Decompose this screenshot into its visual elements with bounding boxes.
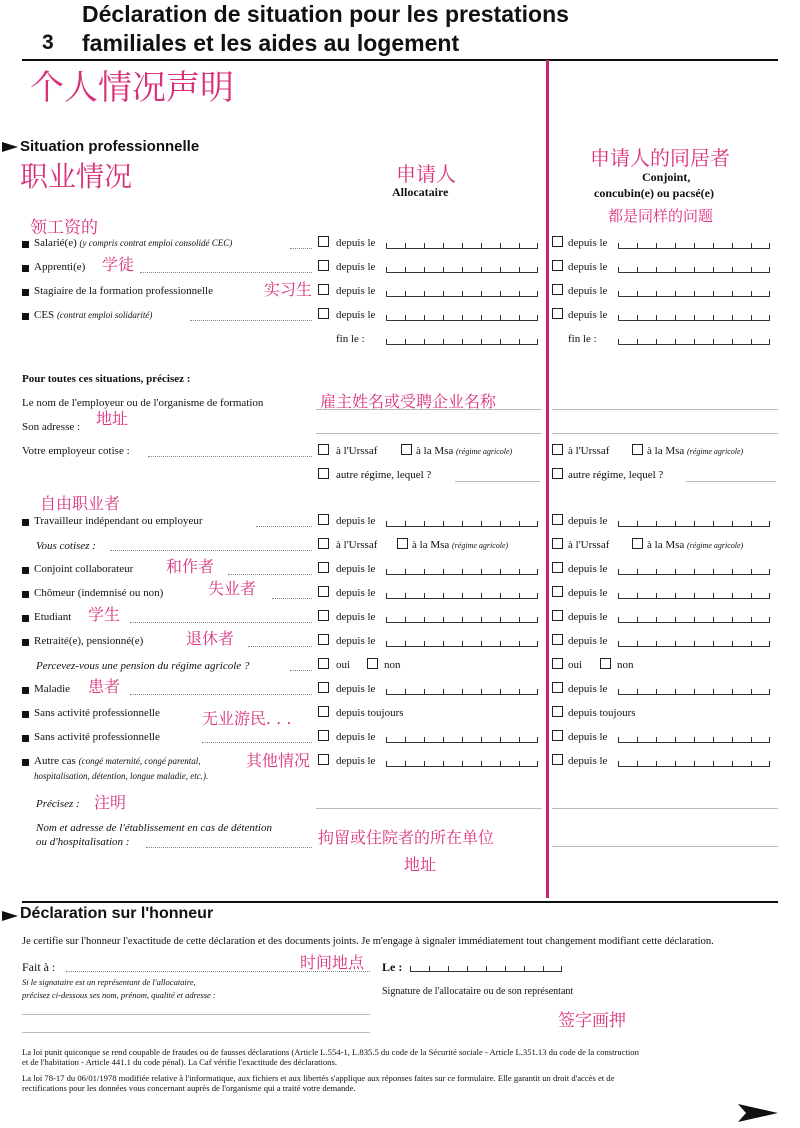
depuis-le-label: depuis le: [568, 755, 608, 767]
ces-conjoint-checkbox[interactable]: [552, 308, 563, 319]
travailleur-allocataire-checkbox[interactable]: [318, 514, 329, 525]
sans-activite-conjoint-date-field[interactable]: [618, 732, 770, 743]
apprenti-allocataire-checkbox[interactable]: [318, 260, 329, 271]
travailleur-label: Travailleur indépendant ou employeur: [34, 515, 203, 527]
next-page-arrow-icon[interactable]: [738, 1104, 778, 1122]
bullet: [22, 639, 29, 646]
msa-note: (régime agricole): [687, 447, 744, 456]
depuis-le-label: depuis le: [568, 515, 608, 527]
address-conjoint-field[interactable]: [552, 433, 778, 434]
stagiaire-conjoint-checkbox[interactable]: [552, 284, 563, 295]
chomeur-zh: 失业者: [208, 579, 257, 598]
travailleur-conjoint-date-field[interactable]: [618, 516, 770, 527]
employer-name-conjoint-field[interactable]: [552, 409, 778, 410]
bullet: [22, 289, 29, 296]
autre-regime-label: autre régime, lequel ?: [568, 469, 664, 481]
non-label: non: [384, 659, 401, 671]
apprenti-conjoint-date-field[interactable]: [618, 262, 770, 273]
group2-note-zh: 自由职业者: [40, 494, 121, 513]
vous-cotisez-urssaf-allocataire-checkbox[interactable]: [318, 538, 329, 549]
chomeur-conjoint-date-field[interactable]: [618, 588, 770, 599]
chomeur-allocataire-checkbox[interactable]: [318, 586, 329, 597]
signature-label: Signature de l'allocataire ou de son représentant: [382, 986, 574, 997]
bullet: [22, 759, 29, 766]
precisez-label: Précisez :: [36, 798, 80, 810]
salarie-conjoint-date-field[interactable]: [618, 238, 770, 249]
depuis-le-label: depuis le: [336, 635, 376, 647]
group1-note-zh: 领工资的: [30, 218, 98, 238]
bullet: [22, 615, 29, 622]
cotise-urssaf-conjoint-checkbox[interactable]: [552, 444, 563, 455]
depuis-le-label: depuis le: [568, 587, 608, 599]
autre-cas-text: Autre cas: [34, 755, 76, 767]
col-allocataire-zh: 申请人: [396, 162, 456, 186]
depuis-le-label: depuis le: [336, 731, 376, 743]
legal-p2-line1: La loi 78-17 du 06/01/1978 modifiée relative à l'informatique, aux fichiers et aux libertés s'applique aux réponses faites sur ce formulaire. Elle garantit un droit d'accès et de: [22, 1073, 615, 1083]
depuis-le-label: depuis le: [568, 635, 608, 647]
msa-label: [416, 445, 512, 457]
depuis-le-label: depuis le: [336, 683, 376, 695]
sans-activite-conjoint-checkbox[interactable]: [552, 730, 563, 741]
depuis-le-label: depuis le: [336, 237, 376, 249]
cotise-msa-conjoint-checkbox[interactable]: [632, 444, 643, 455]
salarie-note: (y compris contrat emploi consolidé CEC): [79, 238, 233, 248]
section-arrow-icon: [2, 142, 18, 152]
stagiaire-allocataire-date-field[interactable]: [386, 286, 538, 297]
depuis-le-label: depuis le: [336, 309, 376, 321]
depuis-le-label: depuis le: [568, 285, 608, 297]
vous-cotisez-label: Vous cotisez :: [36, 540, 96, 552]
dotted-leader: [290, 248, 312, 249]
salarie-text: Salarié(e): [34, 237, 77, 249]
detention-conjoint-field[interactable]: [552, 846, 778, 847]
retraite-conjoint-date-field[interactable]: [618, 636, 770, 647]
signature-zh: 签字画押: [558, 1011, 626, 1031]
col-allocataire: Allocataire: [392, 185, 449, 199]
oui-label: oui: [336, 659, 351, 671]
dotted-leader: [146, 847, 312, 848]
sans-activite-allocataire-checkbox[interactable]: [318, 730, 329, 741]
chomeur-conjoint-checkbox[interactable]: [552, 586, 563, 597]
chomeur-allocataire-date-field[interactable]: [386, 588, 538, 599]
address-label: Son adresse :: [22, 421, 81, 433]
title-zh-annotation: 个人情况声明: [30, 68, 234, 108]
msa-label: [647, 539, 743, 551]
col-conjoint-line2: concubin(e) ou pacsé(e): [594, 186, 714, 200]
depuis-le-label: depuis le: [568, 309, 608, 321]
etudiant-zh: 学生: [88, 605, 121, 624]
sans-activite-toujours-conjoint-checkbox[interactable]: [552, 706, 563, 717]
bullet: [22, 687, 29, 694]
etudiant-allocataire-date-field[interactable]: [386, 612, 538, 623]
cotise-autre-allocataire-checkbox[interactable]: [318, 468, 329, 479]
stagiaire-label: Stagiaire de la formation professionnelle: [34, 285, 213, 297]
honneur-title: Déclaration sur l'honneur: [20, 905, 214, 922]
conjoint-collab-allocataire-date-field[interactable]: [386, 564, 538, 575]
retraite-allocataire-date-field[interactable]: [386, 636, 538, 647]
depuis-le-label: depuis le: [568, 731, 608, 743]
urssaf-label: à l'Urssaf: [336, 539, 378, 551]
bullet: [22, 265, 29, 272]
msa-note: (régime agricole): [456, 447, 513, 456]
ces-allocataire-checkbox[interactable]: [318, 308, 329, 319]
pension-oui-conjoint-checkbox[interactable]: [552, 658, 563, 669]
pension-non-conjoint-checkbox[interactable]: [600, 658, 611, 669]
bullet: [22, 567, 29, 574]
autre-cas-note1: (congé maternité, congé parental,: [78, 756, 201, 766]
chomeur-label: Chômeur (indemnisé ou non): [34, 587, 164, 599]
depuis-le-label: depuis le: [568, 611, 608, 623]
precisez-zh: 注明: [94, 793, 127, 812]
detention-label-line1: Nom et adresse de l'établissement en cas de détention: [36, 822, 272, 834]
stagiaire-conjoint-date-field[interactable]: [618, 286, 770, 297]
stagiaire-allocataire-checkbox[interactable]: [318, 284, 329, 295]
maladie-label: Maladie: [34, 683, 71, 695]
ces-allocataire-end-date-field[interactable]: [386, 334, 538, 345]
conjoint-collab-zh: 和作者: [166, 557, 215, 576]
conjoint-collab-conjoint-checkbox[interactable]: [552, 562, 563, 573]
legal-p2-line2: rectifications pour les données vous concernant auprès de l'organisme qui a traité votre demande.: [22, 1083, 356, 1093]
cotise-label: Votre employeur cotise :: [22, 445, 130, 457]
legal-p1-line1: La loi punit quiconque se rend coupable de fraudes ou de fausses déclarations (Article L.554-1, L.835.5 du code de la Sécurité sociale - Article L.351.13 du code de la construction: [22, 1047, 639, 1057]
maladie-zh: 患者: [88, 677, 121, 696]
bullet: [22, 735, 29, 742]
ces-text: CES: [34, 309, 55, 321]
conjoint-collab-conjoint-date-field[interactable]: [618, 564, 770, 575]
salarie-allocataire-date-field[interactable]: [386, 238, 538, 249]
depuis-le-label: depuis le: [336, 755, 376, 767]
sans-activite-toujours-allocataire-checkbox[interactable]: [318, 706, 329, 717]
column-divider: [546, 60, 549, 898]
depuis-le-label: depuis le: [336, 285, 376, 297]
pension-non-allocataire-checkbox[interactable]: [367, 658, 378, 669]
honneur-rule: [22, 901, 778, 903]
autre-cas-conjoint-checkbox[interactable]: [552, 754, 563, 765]
apprenti-conjoint-checkbox[interactable]: [552, 260, 563, 271]
time-place-zh: 时间地点: [300, 953, 365, 972]
dotted-leader: [190, 320, 312, 321]
etudiant-conjoint-date-field[interactable]: [618, 612, 770, 623]
le-label: Le :: [382, 960, 403, 974]
depuis-le-label: depuis le: [336, 563, 376, 575]
msa-text: à la Msa: [647, 445, 685, 457]
ces-note: (contrat emploi solidarité): [56, 310, 153, 320]
page-title-line2: familiales et les aides au logement: [82, 30, 460, 56]
autre-cas-note2: hospitalisation, détention, longue maladie, etc.).: [34, 771, 209, 781]
msa-text: à la Msa: [412, 539, 450, 551]
retraite-allocataire-checkbox[interactable]: [318, 634, 329, 645]
section-pro-title: Situation professionnelle: [20, 138, 200, 155]
autre-cas-allocataire-checkbox[interactable]: [318, 754, 329, 765]
sans-activite-label: Sans activité professionnelle: [34, 731, 160, 743]
travailleur-conjoint-checkbox[interactable]: [552, 514, 563, 525]
signature-area[interactable]: [382, 1000, 778, 1036]
retraite-conjoint-checkbox[interactable]: [552, 634, 563, 645]
dotted-leader: [256, 526, 312, 527]
travailleur-allocataire-date-field[interactable]: [386, 516, 538, 527]
salarie-conjoint-checkbox[interactable]: [552, 236, 563, 247]
cotise-urssaf-allocataire-checkbox[interactable]: [318, 444, 329, 455]
dotted-leader: [272, 598, 312, 599]
depuis-le-label: depuis le: [568, 683, 608, 695]
apprenti-zh: 学徒: [102, 255, 135, 274]
autre-cas-label: [34, 755, 200, 767]
honneur-certify: Je certifie sur l'honneur l'exactitude de cette déclaration et des documents joints. Je m'engage à signaler immédiatement tout changement modifiant cette déclaration.: [22, 936, 714, 947]
oui-label: oui: [568, 659, 583, 671]
cotise-msa-allocataire-checkbox[interactable]: [401, 444, 412, 455]
depuis-le-label: depuis le: [568, 261, 608, 273]
precisez-conjoint-field[interactable]: [552, 808, 778, 809]
dotted-leader: [228, 574, 312, 575]
etudiant-allocataire-checkbox[interactable]: [318, 610, 329, 621]
sans-activite-label: Sans activité professionnelle: [34, 707, 160, 719]
stagiaire-zh: 实习生: [264, 280, 313, 299]
msa-label: [647, 445, 743, 457]
sans-activite-zh: 无业游民. . .: [202, 709, 292, 728]
ces-conjoint-end-date-field[interactable]: [618, 334, 770, 345]
retraite-label: Retraité(e), pensionné(e): [34, 635, 144, 647]
apprenti-allocataire-date-field[interactable]: [386, 262, 538, 273]
bullet: [22, 591, 29, 598]
msa-text: à la Msa: [416, 445, 454, 457]
autre-cas-conjoint-date-field[interactable]: [618, 756, 770, 767]
vous-cotisez-msa-allocataire-checkbox[interactable]: [397, 538, 408, 549]
ces-conjoint-date-field[interactable]: [618, 310, 770, 321]
precisez-allocataire-field[interactable]: [316, 808, 542, 809]
detention-zh-line2: 地址: [404, 855, 437, 874]
urssaf-label: à l'Urssaf: [568, 445, 610, 457]
vous-cotisez-urssaf-conjoint-checkbox[interactable]: [552, 538, 563, 549]
msa-label: [412, 539, 508, 551]
sans-activite-allocataire-date-field[interactable]: [386, 732, 538, 743]
salarie-label: [34, 237, 232, 249]
autre-cas-zh: 其他情况: [246, 751, 311, 770]
address-zh: 地址: [96, 409, 129, 428]
urssaf-label: à l'Urssaf: [336, 445, 378, 457]
address-allocataire-field[interactable]: [316, 433, 542, 434]
bullet: [22, 519, 29, 526]
col-conjoint-line1: Conjoint,: [642, 170, 691, 184]
detention-zh-line1: 拘留或住院者的所在单位: [318, 828, 495, 847]
dotted-leader: [140, 272, 312, 273]
autre-regime-label: autre régime, lequel ?: [336, 469, 432, 481]
pension-question: Percevez-vous une pension du régime agricole ?: [36, 660, 250, 672]
page-title-line1: Déclaration de situation pour les prestations: [82, 1, 569, 27]
bullet: [22, 711, 29, 718]
ces-allocataire-date-field[interactable]: [386, 310, 538, 321]
dotted-leader: [290, 670, 312, 671]
fait-a-label: Fait à :: [22, 960, 56, 974]
dotted-leader: [148, 456, 312, 457]
employer-name-label: Le nom de l'employeur ou de l'organisme de formation: [22, 397, 264, 409]
section-arrow-icon: [2, 911, 18, 921]
msa-note: (régime agricole): [452, 541, 509, 550]
col-conjoint-zh: 申请人的同居者: [590, 146, 730, 170]
dotted-leader: [110, 550, 312, 551]
vous-cotisez-msa-conjoint-checkbox[interactable]: [632, 538, 643, 549]
legal-p1-line2: et de l'habitation - Article 441.1 du code pénal). La Caf vérifie l'exactitude des déclarations.: [22, 1057, 337, 1067]
col-conjoint-note-zh: 都是同样的问题: [608, 207, 714, 225]
cotise-autre-conjoint-checkbox[interactable]: [552, 468, 563, 479]
dotted-leader: [202, 742, 312, 743]
precisez-title: Pour toutes ces situations, précisez :: [22, 373, 191, 385]
page-number: 3: [42, 31, 54, 54]
representant-line1: Si le signataire est un représentant de l'allocataire,: [22, 977, 196, 987]
depuis-toujours-label: depuis toujours: [336, 707, 404, 719]
autre-regime-allocataire-field[interactable]: [455, 481, 540, 482]
salarie-allocataire-checkbox[interactable]: [318, 236, 329, 247]
etudiant-label: Etudiant: [34, 611, 72, 623]
maladie-allocataire-date-field[interactable]: [386, 684, 538, 695]
retraite-zh: 退休者: [186, 629, 235, 648]
maladie-conjoint-checkbox[interactable]: [552, 682, 563, 693]
maladie-conjoint-date-field[interactable]: [618, 684, 770, 695]
conjoint-collab-allocataire-checkbox[interactable]: [318, 562, 329, 573]
maladie-allocataire-checkbox[interactable]: [318, 682, 329, 693]
fin-le-label: fin le :: [336, 333, 365, 345]
depuis-le-label: depuis le: [336, 261, 376, 273]
msa-note: (régime agricole): [687, 541, 744, 550]
depuis-le-label: depuis le: [336, 515, 376, 527]
representant-line2: précisez ci-dessous ses nom, prénom, qualité et adresse :: [22, 990, 216, 1000]
section-pro-title-zh: 职业情况: [20, 160, 133, 193]
dotted-leader: [130, 694, 312, 695]
depuis-toujours-label: depuis toujours: [568, 707, 636, 719]
depuis-le-label: depuis le: [568, 237, 608, 249]
apprenti-label: Apprenti(e): [34, 261, 86, 273]
fin-le-label: fin le :: [568, 333, 597, 345]
bullet: [22, 241, 29, 248]
bullet: [22, 313, 29, 320]
urssaf-label: à l'Urssaf: [568, 539, 610, 551]
depuis-le-label: depuis le: [336, 587, 376, 599]
autre-cas-allocataire-date-field[interactable]: [386, 756, 538, 767]
dotted-leader: [248, 646, 312, 647]
non-label: non: [617, 659, 634, 671]
signature-date-field[interactable]: [410, 961, 562, 972]
representant-field-1[interactable]: [22, 1014, 370, 1015]
msa-text: à la Msa: [647, 539, 685, 551]
pension-oui-allocataire-checkbox[interactable]: [318, 658, 329, 669]
employer-name-allocataire-field[interactable]: [316, 409, 542, 410]
employer-name-zh: 雇主姓名或受聘企业名称: [320, 392, 497, 411]
dotted-leader: [130, 622, 312, 623]
representant-field-2[interactable]: [22, 1032, 370, 1033]
autre-regime-conjoint-field[interactable]: [686, 481, 776, 482]
ces-label: [34, 309, 152, 321]
etudiant-conjoint-checkbox[interactable]: [552, 610, 563, 621]
detention-label-line2: ou d'hospitalisation :: [36, 836, 130, 848]
depuis-le-label: depuis le: [568, 563, 608, 575]
conjoint-collab-label: Conjoint collaborateur: [34, 563, 134, 575]
depuis-le-label: depuis le: [336, 611, 376, 623]
